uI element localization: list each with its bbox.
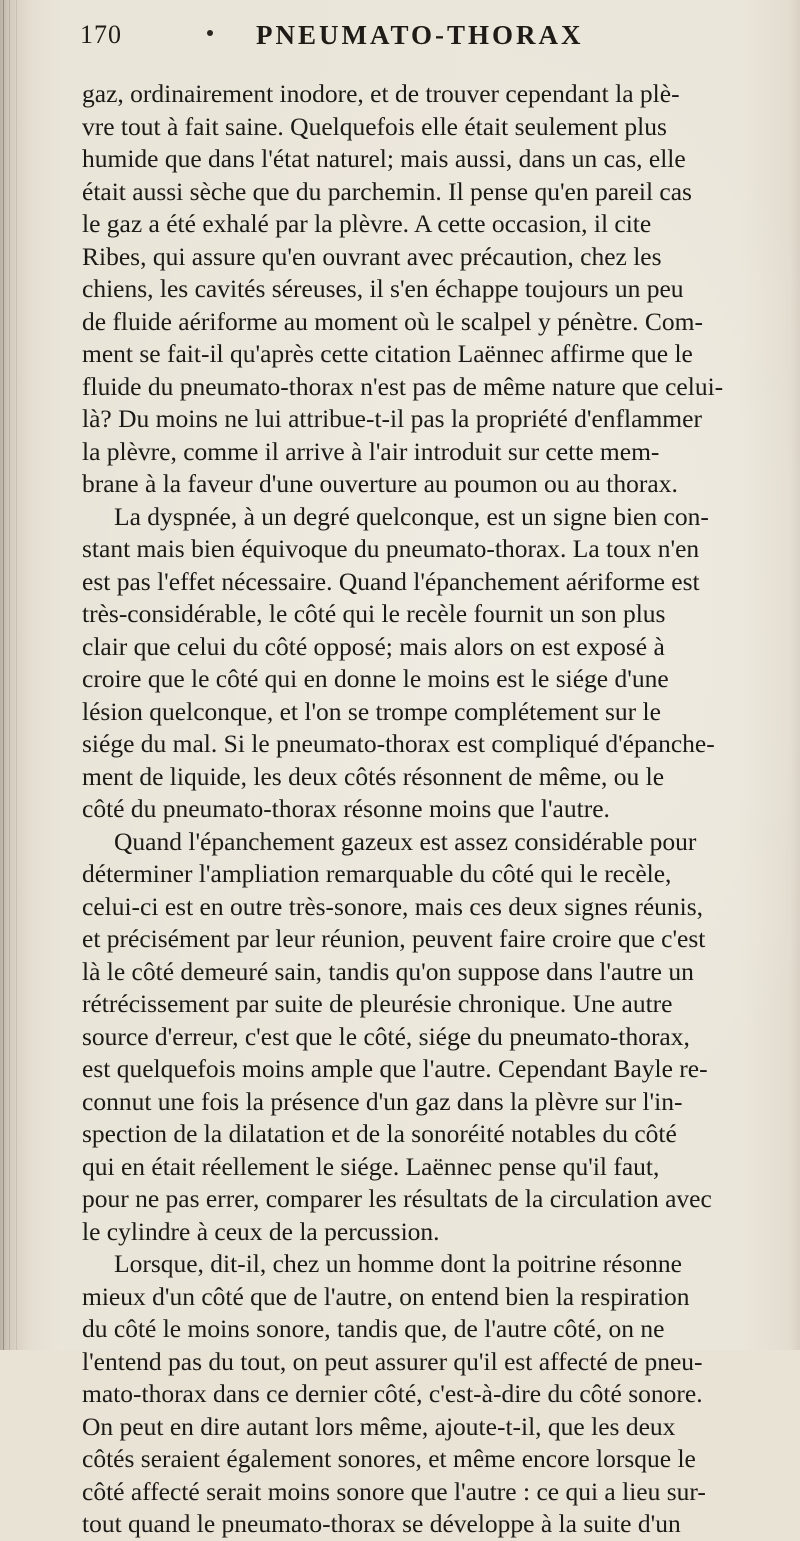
- text-line: tout quand le pneumato-thorax se développe à la suite d'un: [82, 1509, 681, 1538]
- text-line: celui-ci est en outre très-sonore, mais ces deux signes réunis,: [82, 891, 704, 921]
- page-number: 170: [80, 20, 122, 49]
- text-line: brane à la faveur d'une ouverture au poumon ou au thorax.: [82, 469, 678, 498]
- text-line: vre tout à fait saine. Quelquefois elle était seulement plus: [82, 111, 667, 141]
- text-line: humide que dans l'état naturel; mais aussi, dans un cas, elle: [82, 144, 686, 173]
- text-line: était aussi sèche que du parchemin. Il pense qu'en pareil cas: [82, 176, 692, 206]
- text-line: lésion quelconque, et l'on se trompe complétement sur le: [82, 696, 661, 726]
- text-line: l'entend pas du tout, on peut assurer qu'il est affecté de pneu-: [82, 1346, 703, 1376]
- text-line: mieux d'un côté que de l'autre, on entend bien la respiration: [82, 1281, 690, 1311]
- text-line: là? Du moins ne lui attribue-t-il pas la propriété d'enflammer: [82, 404, 702, 433]
- gutter-shadow-line: [3, 0, 4, 1350]
- paragraph-start-line: Quand l'épanchement gazeux est assez considérable pour: [114, 826, 697, 856]
- text-line: pour ne pas errer, comparer les résultats de la circulation avec: [82, 1184, 712, 1213]
- text-line: le gaz a été exhalé par la plèvre. A cette occasion, il cite: [82, 209, 652, 238]
- text-line: là le côté demeuré sain, tandis qu'on suppose dans l'autre un: [82, 956, 694, 986]
- text-line: et précisément par leur réunion, peuvent faire croire que c'est: [82, 924, 706, 953]
- text-line: est quelquefois moins ample que l'autre. Cependant Bayle re-: [82, 1054, 708, 1083]
- text-line: On peut en dire autant lors même, ajoute-t-il, que les deux: [82, 1411, 676, 1441]
- text-line: fluide du pneumato-thorax n'est pas de même nature que celui-: [82, 371, 724, 401]
- text-line: clair que celui du côté opposé; mais alors on est exposé à: [82, 631, 665, 661]
- text-line: déterminer l'ampliation remarquable du côté qui le recèle,: [82, 859, 672, 888]
- text-line: côtés seraient également sonores, et même encore lorsque le: [82, 1444, 696, 1473]
- text-line: le cylindre à ceux de la percussion.: [82, 1216, 440, 1246]
- running-head: PNEUMATO-THORAX: [256, 20, 584, 50]
- text-line: spection de la dilatation et de la sonoréité notables du côté: [82, 1119, 677, 1148]
- body-text: [82, 78, 800, 1541]
- text-line: du côté le moins sonore, tandis que, de l'autre côté, on ne: [82, 1314, 665, 1343]
- text-line: connut une fois la présence d'un gaz dans la plèvre sur l'in-: [82, 1086, 683, 1116]
- text-line: chiens, les cavités séreuses, il s'en échappe toujours un peu: [82, 274, 684, 303]
- text-line: rétrécissement par suite de pleurésie chronique. Une autre: [82, 989, 673, 1018]
- text-line: croire que le côté qui en donne le moins est le siége d'une: [82, 664, 669, 693]
- gutter-shadow-line: [16, 0, 17, 1350]
- text-line: est pas l'effet nécessaire. Quand l'épanchement aériforme est: [82, 566, 700, 596]
- text-line: Ribes, qui assure qu'en ouvrant avec précaution, chez les: [82, 241, 662, 271]
- text-line: gaz, ordinairement inodore, et de trouver cependant la plè-: [82, 79, 680, 108]
- text-line: de fluide aériforme au moment où le scalpel y pénètre. Com-: [82, 306, 703, 336]
- page-header: [80, 20, 730, 70]
- ornament-dot: [207, 30, 213, 36]
- text-line: source d'erreur, c'est que le côté, siége du pneumato-thorax,: [82, 1021, 690, 1051]
- text-line: la plèvre, comme il arrive à l'air introduit sur cette mem-: [82, 436, 660, 466]
- text-line: siége du mal. Si le pneumato-thorax est compliqué d'épanche-: [82, 729, 715, 758]
- paragraph-start-line: Lorsque, dit-il, chez un homme dont la poitrine résonne: [114, 1249, 682, 1278]
- text-line: qui en était réellement le siége. Laënnec pense qu'il faut,: [82, 1151, 660, 1181]
- text-line: ment se fait-il qu'après cette citation Laënnec affirme que le: [82, 339, 693, 368]
- gutter-shadow-line: [9, 0, 10, 1350]
- text-line: ment de liquide, les deux côtés résonnent de même, ou le: [82, 761, 665, 791]
- paragraph-start-line: La dyspnée, à un degré quelconque, est un signe bien con-: [114, 501, 709, 531]
- text-line: côté du pneumato-thorax résonne moins que l'autre.: [82, 794, 610, 823]
- text-line: très-considérable, le côté qui le recèle fournit un son plus: [82, 599, 666, 628]
- text-line: côté affecté serait moins sonore que l'autre : ce qui a lieu sur-: [82, 1476, 706, 1506]
- text-line: stant mais bien équivoque du pneumato-thorax. La toux n'en: [82, 534, 700, 563]
- text-line: mato-thorax dans ce dernier côté, c'est-à-dire du côté sonore.: [82, 1379, 703, 1408]
